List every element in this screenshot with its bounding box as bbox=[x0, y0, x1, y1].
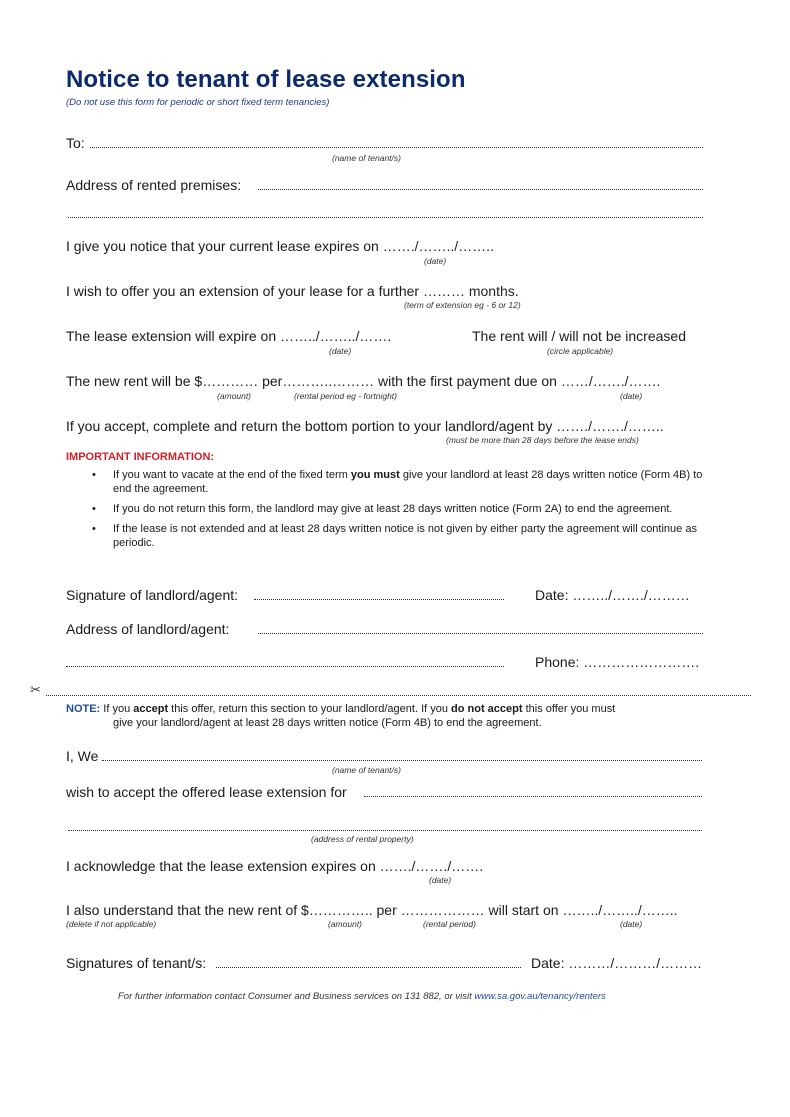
new-rent-amount-hint: (amount) bbox=[217, 391, 252, 401]
note-block: NOTE: If you accept this offer, return this section to your landlord/agent. If you do not accept this offer you must give your landlord/agent at least 28 days written notice (Form 4B) to end the agreement. bbox=[66, 703, 616, 729]
first-payment-text: with the first payment due on bbox=[377, 373, 557, 389]
important-heading: IMPORTANT INFORMATION: bbox=[66, 451, 215, 463]
scissors-icon: ✂ bbox=[30, 682, 41, 697]
tenant-rent-start-date-hint: (date) bbox=[620, 919, 643, 929]
important-item: • If you do not return this form, the landlord may give at least 28 days written notice (Form 2A) to end the agreement. bbox=[92, 502, 722, 516]
cut-line-divider bbox=[46, 683, 751, 696]
landlord-signature-label: Signature of landlord/agent: bbox=[66, 587, 239, 603]
tenant-signatures-label: Signatures of tenant/s: bbox=[66, 955, 207, 971]
landlord-signature-field[interactable] bbox=[254, 587, 504, 600]
return-date-hint: (must be more than 28 days before the lease ends) bbox=[446, 435, 639, 445]
tenant-rent-start-date-field[interactable]: ……../……../…….. bbox=[562, 902, 678, 918]
to-row bbox=[66, 135, 85, 151]
first-payment-date-field[interactable]: ……/……./……. bbox=[560, 373, 661, 389]
tenant-rent-period-hint: (rental period) bbox=[423, 919, 476, 929]
tenant-rent-amount-field[interactable]: ………….. bbox=[308, 902, 373, 918]
page-subtitle: (Do not use this form for periodic or short fixed term tenancies) bbox=[66, 97, 330, 108]
landlord-date-field[interactable]: ……../……./……… bbox=[572, 587, 690, 603]
acknowledge-row bbox=[66, 858, 483, 874]
rent-increase-hint: (circle applicable) bbox=[547, 346, 614, 356]
rental-property-field-2[interactable] bbox=[68, 818, 702, 831]
acknowledge-text: I acknowledge that the lease extension expires on bbox=[66, 858, 376, 874]
landlord-phone-field[interactable]: ……………………. bbox=[583, 654, 700, 670]
rental-property-hint: (address of rental property) bbox=[311, 834, 414, 844]
tenant-rent-per: per bbox=[376, 902, 397, 918]
tenant-name-field[interactable] bbox=[90, 135, 703, 148]
return-text: If you accept, complete and return the bottom portion to your landlord/agent by bbox=[66, 418, 553, 434]
acknowledge-date-hint: (date) bbox=[429, 875, 452, 885]
extension-expiry-date-hint: (date) bbox=[329, 346, 352, 356]
important-item: • If you want to vacate at the end of the fixed term you must give your landlord at least 28 days written notice (Form 4B) to end the agreement. bbox=[92, 468, 722, 496]
understand-rent-row bbox=[66, 902, 678, 918]
landlord-date-row bbox=[535, 587, 690, 603]
landlord-date-label: Date: bbox=[535, 587, 569, 603]
notice-text: I give you notice that your current lease expires on bbox=[66, 238, 379, 254]
page-title: Notice to tenant of lease extension bbox=[66, 66, 466, 93]
to-label: To: bbox=[66, 135, 85, 151]
footer-link[interactable]: www.sa.gov.au/tenancy/renters bbox=[474, 991, 606, 1002]
first-payment-date-hint: (date) bbox=[620, 391, 643, 401]
premises-address-label: Address of rented premises: bbox=[66, 177, 242, 193]
landlord-address-field-1[interactable] bbox=[258, 621, 703, 634]
premises-address-field-1[interactable] bbox=[258, 177, 703, 190]
important-list bbox=[92, 468, 722, 556]
tenant-signatures-field[interactable] bbox=[216, 955, 521, 968]
tenant-date-label: Date: bbox=[531, 955, 565, 971]
new-rent-per: per bbox=[262, 373, 283, 389]
new-rent-amount-field[interactable]: ………… bbox=[202, 373, 259, 389]
new-rent-period-field[interactable]: ………..……… bbox=[282, 373, 375, 389]
acknowledge-date-field[interactable]: ……./……./……. bbox=[379, 858, 484, 874]
note-label: NOTE: bbox=[66, 703, 101, 715]
current-expiry-date-field[interactable]: ……./……../…….. bbox=[382, 238, 494, 254]
new-rent-period-hint: (rental period eg - fortnight) bbox=[294, 391, 397, 401]
tenant-date-field[interactable]: ………/………/……… bbox=[568, 955, 703, 971]
premises-address-field-2[interactable] bbox=[68, 205, 703, 218]
return-row bbox=[66, 418, 664, 434]
tenant-names-field[interactable] bbox=[102, 748, 702, 761]
notice-row bbox=[66, 238, 494, 254]
tenant-names-hint: (name of tenant/s) bbox=[332, 765, 401, 775]
return-date-field[interactable]: ……./……./…….. bbox=[556, 418, 664, 434]
important-item: • If the lease is not extended and at least 28 days written notice is not given by either party the agreement will continue as periodic. bbox=[92, 522, 722, 550]
tenant-name-hint: (name of tenant/s) bbox=[332, 153, 401, 163]
tenant-rent-amount-hint: (amount) bbox=[328, 919, 363, 929]
extension-expiry-row bbox=[66, 328, 391, 344]
extension-expiry-date-field[interactable]: ……../……../……. bbox=[280, 328, 392, 344]
accept-text: wish to accept the offered lease extension for bbox=[66, 784, 347, 800]
extension-term-field[interactable]: ……… months. bbox=[422, 283, 519, 299]
will-start-text: will start on bbox=[488, 902, 559, 918]
rent-increase-options[interactable]: The rent will / will not be increased bbox=[472, 328, 686, 344]
landlord-address-label: Address of landlord/agent: bbox=[66, 621, 230, 637]
landlord-phone-label: Phone: bbox=[535, 654, 580, 670]
offer-row bbox=[66, 283, 519, 299]
current-expiry-date-hint: (date) bbox=[424, 256, 447, 266]
landlord-phone-row bbox=[535, 654, 699, 670]
new-rent-row bbox=[66, 373, 660, 389]
understand-rent-text: I also understand that the new rent of $ bbox=[66, 902, 309, 918]
new-rent-text: The new rent will be $ bbox=[66, 373, 203, 389]
iwe-label: I, We bbox=[66, 748, 99, 764]
extension-expiry-text: The lease extension will expire on bbox=[66, 328, 277, 344]
footer bbox=[118, 991, 606, 1002]
tenant-date-row bbox=[531, 955, 702, 971]
footer-text: For further information contact Consumer and Business services on 131 882, or visit bbox=[118, 991, 475, 1002]
tenant-rent-period-field[interactable]: ……………… bbox=[400, 902, 485, 918]
landlord-address-field-2[interactable] bbox=[66, 654, 504, 667]
offer-text: I wish to offer you an extension of your lease for a further bbox=[66, 283, 420, 299]
delete-if-not-applicable-hint: (delete if not applicable) bbox=[66, 919, 157, 929]
rental-property-field-1[interactable] bbox=[364, 784, 702, 797]
extension-term-hint: (term of extension eg - 6 or 12) bbox=[404, 300, 521, 310]
